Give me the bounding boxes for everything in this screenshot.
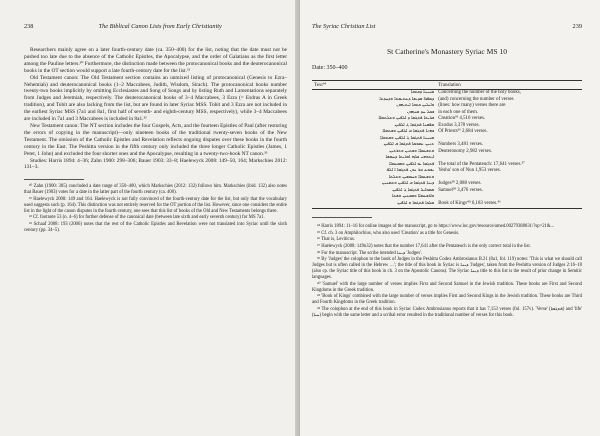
syriac-text-cell: ܡܢܝܢܐ ܕܟܬܒܐ [411, 90, 435, 96]
syriac-text-cell: ܟܗܢܐ ܦܬܓܡܐ ܒ ܐܠܦܝܢ ܘܫܬܡܐܐ [382, 129, 435, 135]
footnote: ⁴¹ 'Book of Kings' combined with the large number of verses implies First and Second Kings in the Jewish tradition. These books are Third and Fourth Kingdoms in the Greek tradition. [312, 294, 582, 306]
paragraph: Old Testament canon: The Old Testament section contains an unmixed listing of protocanonical (Genesis to Ezra–Nehemiah) and deuterocanonical books (1–2 Maccabees, Judith, Wisdom, Sirach). The protocanonical books number twenty-two books implicitly by omitting Ecclesiastes and Song of Songs and by listing Ruth and Lamentations separately from Judges and Jeremiah, respectively. The deuterocanonical books of 3–4 Maccabees, 3 Ezra (= Esdras A in Greek tradition), and Tobit are also lacking from the list, but are found in later Syriac MSS. Tobit and 3 Ezra are not included in the earliest Syriac MSS (7a1 and 8a1, first half of seventh- and eighth-century MSS, respectively), while 3–4 Maccabees are included in 7a1 and 3 Maccabees is included in 8a1.³² [24, 74, 287, 123]
footnote: ³⁷ Haelewyck (2008: 149n32) notes that the number 17,641 after the Pentateuch is the only correct total in the list. [317, 243, 531, 249]
translation-cell: Samuel³⁹ 3,476 verses. [438, 187, 483, 193]
syriac-text-cell: ܘܬܫܥܡܐܐ ܘܫܬܝܢ ܘܬܪܬܝܢ [389, 148, 435, 154]
page-number: 239 [572, 23, 582, 30]
footnote: ⁴² The colophon at the end of this book in Syriac Codex Ambrosianus reports that it has 7,153 verses (fol. 157v). 'Verse' (ܦܬܓܡܐ) and 'life' (ܚܝܐ) begin with the same letter and a scribal error resulted in the traditional number of verses for this book. [312, 306, 582, 318]
left-page [0, 0, 297, 436]
footnote-rule [24, 179, 84, 180]
paragraph: Studies: Harris 1894: 4–36; Zahn 1900: 298–306; Bauer 1903: 33–8; Haelewyck 2008: 149–50, 164; Markschies 2012: 131–3. [24, 157, 287, 171]
footnote: ³¹ Haelewyck 2008: 149 and 164. Haelewyck is not fully convinced of the fourth-century date for the list, but only that the vocabulary used suggests such (p. 164). This distinction was not entirely reserved for the OT portion of the list. However, since one considers the entire list in the light of the canon disputes in the fourth century, one sees that this list of books of the Old and New Testaments belongs there. [24, 196, 287, 214]
translation-cell: Yeshu' son of Nun 1,953 verses. [438, 168, 501, 174]
date-line: Date: 350–400 [312, 65, 348, 71]
table-row [312, 90, 582, 97]
footnote: ³³ Schaaf 2008: 193 (2006) notes that the rest of the Catholic Epistles and Revelation were not translated into Syriac until the sixth century (pp. 34–5). [24, 222, 287, 234]
canon-table-body [312, 90, 582, 209]
running-title: The Syriac Christian List [312, 23, 376, 30]
syriac-text-cell: ܕܣܦܪܐ ܩܕܝܫܐ ܕܥܬܝܩܬܐ ܘܕܚܕܬܐ [379, 96, 435, 102]
syriac-text-cell: ܘܬܫܥܡܐܐ ܘܚܡܫܝܢ ܘܬܠܬܐ [388, 174, 435, 180]
translation-cell: Book of Kings⁴⁰ 6,183 verses.⁴¹ [436, 200, 582, 208]
list-title: St Catherine's Monastery Syriac MS 10 [386, 47, 508, 56]
translation-cell: Judges³⁸ 2,088 verses. [438, 181, 482, 187]
syriac-text-cell: ܒܪܝܬܐ ܦܬܓܡܐ ܕ ܐܠܦܝܢ ܘܬܠܬܡܐܐ [378, 116, 435, 122]
page-number: 238 [24, 23, 34, 30]
translation-cell: Exodus 3,378 verses. [438, 122, 480, 128]
footnote: ³² Cf. footnote 53 (n. 4–6) for further defense of the canonical date (between late sixth and early seventh century) for MS 7a1. [29, 215, 265, 221]
syriac-text-cell: ܡܦܩܢܐ ܦܬܓܡܐ ܓ ܐܠܦܝܢ [394, 122, 435, 128]
footnote: ³⁴ Harris 1894: 11–16 for online images of the manuscript, go to https://www.loc.gov/resource/amed.00279388831/?sp=21&... [317, 223, 555, 229]
right-footnotes [312, 224, 582, 319]
table-row [312, 200, 582, 208]
syriac-text-cell: ܫܡܘܐܝܠ ܦܬܓܡܐ ܓ ܐܠܦܝܢ [392, 187, 435, 193]
translation-cell: The total of the Pentateuch: 17,641 verses.³⁷ [438, 161, 525, 167]
syriac-text-cell: ܕܝܢܐ ܦܬܓܡܐ ܒ ܐܠܦܝܢ ܘܬܡܢܝܢ [381, 181, 435, 187]
footnote: ³⁸ For the manuscript. The scribe intended ܕܝܢܐ 'Judges'. [317, 250, 423, 256]
syriac-text-cell: ܘܐܪܒܥܡܐܐ ܘܫܒܥܝܢ ܘܫܬܐ [392, 194, 435, 200]
syriac-text-cell: ܡܠܟܐ ܦܬܓܡܐ ܘ ܐܠܦܝܢ [312, 200, 436, 208]
footnote: ³⁵ Cf. ch. 3 on Amphilochius, who also used 'Creation' as a title for Genesis. [317, 230, 460, 236]
syriac-text-cell: ܐܝܬܘܗܝ ܟܠܗ ܐܘܪܝܬܐ ܕܚܡܫܐ [385, 155, 435, 161]
paragraph: Researchers mainly agree on a later fourth-century date (ca. 350–400) for the list, noting that the date must not be pushed too late due to the absence of the Catholic Epistles, the Apocalypse, and the order of Galatians as the first letter among the Pauline letters.³⁰ Furthermore, the distinction made between the protocanonical books and the deuterocanonical books in the OT section would support a late fourth-century date for the list.³¹ [24, 47, 287, 74]
paragraph: New Testament canon: The NT section includes the four Gospels, Acts, and the fourteen Epistles of Paul (after restoring the errors of copying in the manuscript)—only nineteen books of the traditional twenty-seven books of the New Testament. The omission of the Catholic Epistles and Revelation reflects ongoing disputes over these books in the fourth century in the East. The Peshitta version in the fifth century only included the three longer Catholic Epistles (James, 1 Peter, 1 John) and excluded the four shorter ones and the Apocalypse, resulting in a twenty-two-book NT canon.³³ [24, 122, 287, 157]
right-running-head [312, 23, 582, 33]
footnote: ³⁹ By 'Judges' the colophon to the book of Judges in the Peshitta Codex Ambrosianus B.21 (8a1, fol. 119) notes: 'This is what we should call Judges but is often called in the Hebrew …'; the title of this book in Syriac is ܕܝܢܐ 'Judges', taken from the Peshitta version of Judges 2:16–18 (also cp. the Syriac title of this book in ch. 3 on the Apostolic Canons). The Syriac ܕܝܢܐ title to this list is the result of prior change in Semitic languages. [312, 257, 582, 281]
right-page [300, 0, 600, 436]
syriac-text-cell: ܦܬܓܡܐ ܝܘ ܐܠܦܝܢ ܘܫܒܥܡܐܐ [389, 161, 435, 167]
syriac-text-cell: ܒܟܠ ܚܕ ܡܢܗܘܢ [406, 109, 435, 115]
running-title: The Biblical Canon Lists from Early Christianity [98, 23, 222, 30]
footnote: ⁴⁰ 'Samuel' with the large number of verses implies First and Second Samuel in the Jewish tradition. These books are First and Second Kingdoms in the Greek tradition. [312, 281, 582, 293]
footnote: ³⁶ That is, Leviticus. [317, 237, 355, 243]
left-footnotes [24, 184, 287, 234]
left-body-text [24, 47, 287, 171]
syriac-text-cell: ܡܢܝܢܐ ܦܬܓܡܐ ܓ ܐܠܦܝܢ ܘܫܬܡܐܐ [380, 135, 435, 141]
translation-cell: (and) concerning the number of verses [438, 96, 514, 102]
footnote: ³⁰ Zahn (1900: 305) concluded a date range of 350–400, which Markschies (2012: 132) follows him. Markschies (ibid. 132) also notes that Bauer (1903) votes for a date in the latter part of the fourth century (ca. 400). [24, 184, 287, 196]
syriac-text-cell: ܬܢܝܢ ܢܡܘܣܐ ܦܬܓܡܐ ܒ ܐܠܦܝܢ [383, 142, 435, 148]
column-header-translation: Translation [436, 81, 582, 90]
translation-cell: Concerning the number of the holy books, [438, 90, 521, 96]
translation-cell: (lines: how many) verses there are [438, 103, 506, 109]
translation-cell: in each one of them. [438, 109, 478, 115]
syriac-text-cell: ܘܐܝܠܝܢ ܟܬܒܐ ܐܝܬܝܗܘܢ [396, 103, 435, 109]
translation-cell: Creation³⁵ 4,516 verses. [438, 116, 486, 122]
translation-cell: Deuteronomy 2,982 verses. [438, 148, 492, 154]
translation-cell: Numbers 3,481 verses. [438, 142, 484, 148]
footnote-rule [312, 217, 372, 218]
syriac-text-cell: ܝܫܘܥ ܒܪ ܢܘܢ ܦܬܓܡܐ ܐ ܐܠܦ [386, 168, 435, 174]
left-running-head [24, 23, 287, 33]
column-header-text: Text³⁴ [312, 81, 436, 90]
translation-cell: Of Priests³⁶ 2,684 verses. [438, 129, 488, 135]
canon-table [312, 80, 582, 209]
